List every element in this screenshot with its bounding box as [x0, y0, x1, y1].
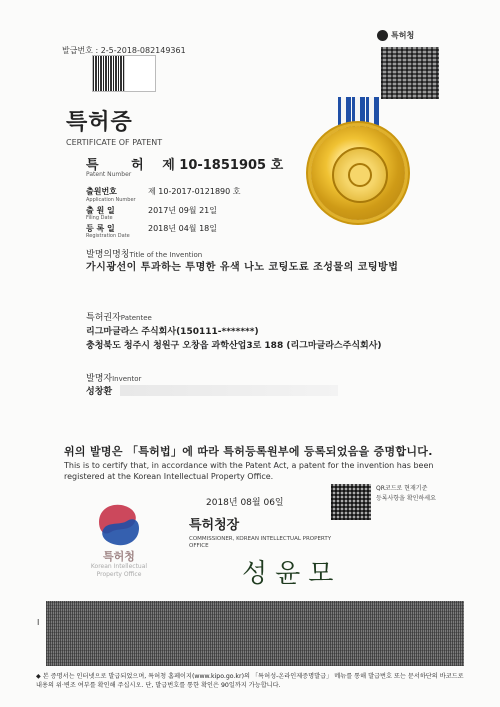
commissioner-signature: 성윤모	[242, 559, 342, 589]
gold-seal-medal	[311, 126, 405, 220]
patentee-label	[86, 310, 152, 323]
field-label: 출원번호	[86, 187, 117, 196]
inventor-name: 성창환	[86, 387, 113, 397]
inventor-label-en: Inventor	[112, 375, 142, 383]
qr-note-line: QR코드로 현재기준	[376, 485, 428, 492]
issue-number: 발급번호 : 2-5-2018-082149361	[62, 46, 186, 55]
field-value: 제 10-2017-0121890 호	[148, 187, 241, 196]
field-label-en: Filing Date	[86, 215, 113, 221]
kipo-logo-name: 특허청	[103, 550, 135, 563]
field-label-en: Registration Date	[86, 233, 130, 239]
kipo-globe-icon	[377, 30, 388, 41]
patentee-name: 리그마글라스 주식회사(150111-*******)	[86, 327, 259, 337]
field-value: 2018년 04월 18일	[148, 224, 217, 233]
top-qr-code	[381, 47, 439, 99]
patent-number-label-en: Patent Number	[86, 171, 132, 178]
inventor-label	[86, 371, 141, 384]
certificate-title-en: CERTIFICATE OF PATENT	[66, 138, 163, 147]
redacted-area	[120, 385, 338, 396]
page-mark: I	[37, 618, 40, 627]
commissioner-title: 특허청장	[189, 518, 240, 533]
patent-number: 제 10-1851905 호	[162, 158, 284, 173]
field-label: 등 록 일	[86, 224, 115, 233]
kipo-logo-name-en: Korean Intellectual Property Office	[90, 563, 148, 578]
issue-date: 2018년 08월 06일	[206, 498, 284, 508]
field-value: 2017년 09월 21일	[148, 206, 217, 215]
top-barcode	[92, 55, 156, 92]
field-label: 출 원 일	[86, 206, 115, 215]
field-label-en: Application Number	[86, 197, 136, 203]
patentee-label-ko: 특허권자	[86, 313, 121, 323]
kipo-mark	[377, 30, 414, 41]
patentee-address: 충청북도 청주시 청원구 오창읍 과학산업3로 188 (리그마글라스주식회사)	[86, 341, 382, 351]
patent-label: 특 허	[86, 158, 158, 173]
certification-statement-en: This is to certify that, in accordance with the Patent Act, a patent for the invention has been registered at the Korean Intellectual Property Office.	[64, 461, 434, 481]
invention-label-en: Title of the Invention	[129, 251, 203, 259]
field-application-number	[86, 186, 240, 197]
footer-notice: ◆ 본 증명서는 인터넷으로 발급되었으며, 특허청 홈페이지(www.kipo.go.kr)의 「특허성-온라인제증명발급」 메뉴를 통해 발급번호 또는 문서하단의 바코드로 내용의 위·변조 여부를 확인해 주십시오. 단, 발급번호를 통한 확인은 90일까지 가능합니다.	[36, 673, 464, 689]
certification-statement-ko: 위의 발명은 「특허법」에 따라 특허등록원부에 등록되었음을 증명합니다.	[64, 445, 433, 458]
inventor-label-ko: 발명자	[86, 374, 113, 384]
certificate-title: 특허증	[66, 110, 133, 135]
qr-note	[376, 484, 456, 504]
kipo-mark-label: 특허청	[391, 31, 415, 40]
invention-title: 가시광선이 투과하는 투명한 유색 나노 코팅도료 조성물의 코팅방법	[86, 262, 399, 273]
patentee-label-en: Patentee	[120, 314, 152, 322]
commissioner-title-en: COMMISSIONER, KOREAN INTELLECTUAL PROPERTY OFFICE	[189, 536, 332, 549]
verification-qr-code	[331, 484, 371, 520]
invention-label-ko: 발명의명칭	[86, 250, 130, 260]
qr-note-line: 등록사항을 확인하세요	[376, 495, 436, 502]
bottom-2d-barcode	[46, 601, 464, 666]
